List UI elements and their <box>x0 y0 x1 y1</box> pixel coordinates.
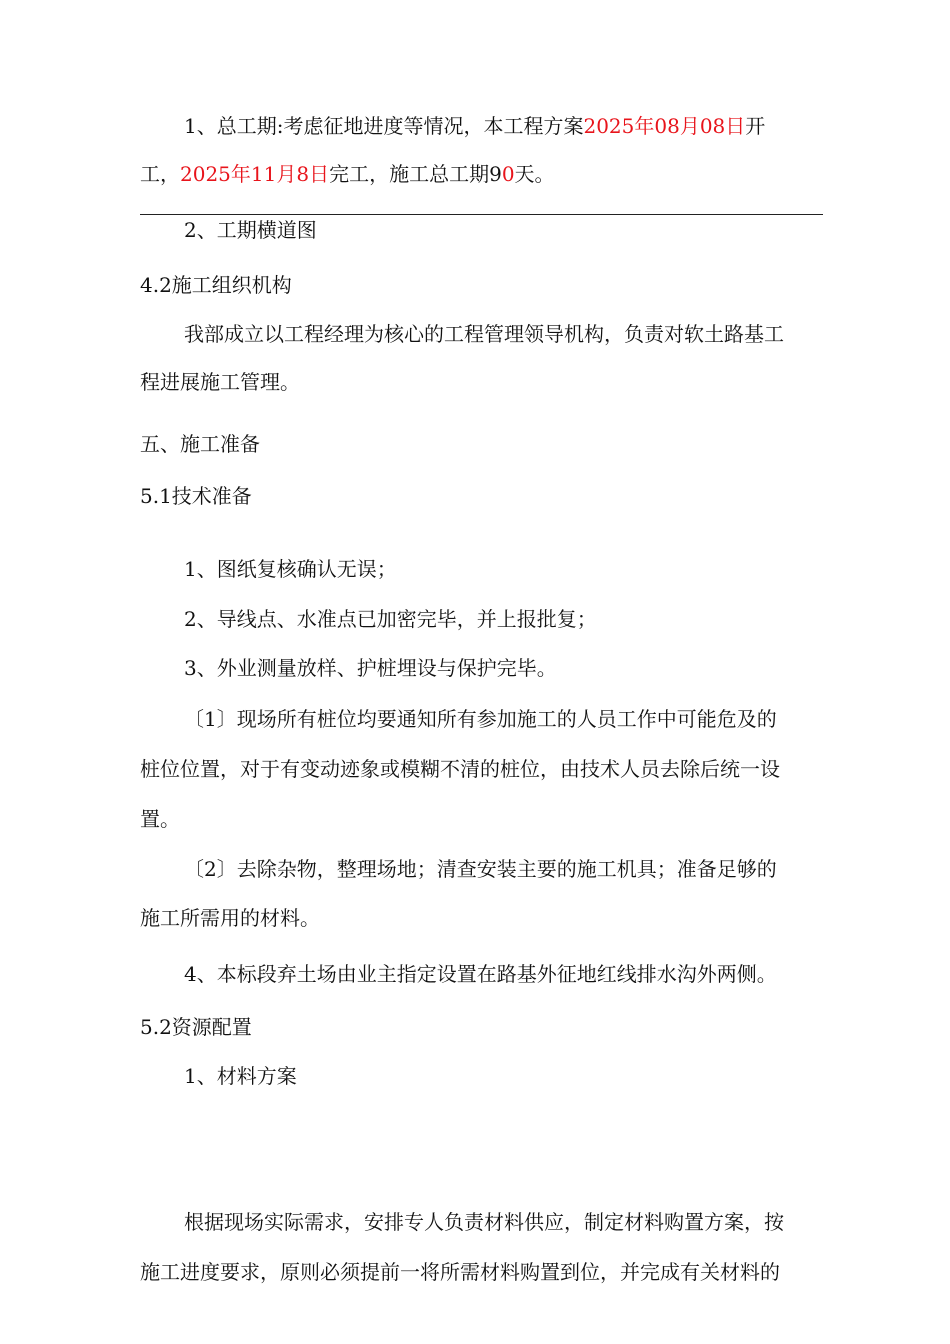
tech-item-4: 4、本标段弃土场由业主指定设置在路基外征地红线排水沟外两侧。 <box>184 962 777 986</box>
section-5-2-heading: 5.2资源配置 <box>140 1015 252 1039</box>
start-date: 2025年08月08日 <box>583 114 746 138</box>
materials-paragraph-line-1: 根据现场实际需求，安排专人负责材料供应，制定材料购置方案，按 <box>184 1210 784 1234</box>
schedule-text-end: 开 <box>745 114 766 138</box>
sub-item-2-line-1: 〔2〕去除杂物，整理场地；清查安装主要的施工机具；准备足够的 <box>184 857 777 881</box>
schedule-text-end: 天。 <box>514 162 555 186</box>
sub-item-2-line-2: 施工所需用的材料。 <box>140 906 320 930</box>
tech-item-3: 3、外业测量放样、护桩埋设与保护完毕。 <box>184 656 557 680</box>
materials-paragraph-line-2: 施工进度要求，原则必须提前一将所需材料购置到位，并完成有关材料的 <box>140 1260 780 1284</box>
schedule-text: 1、总工期:考虑征地进度等情况，本工程方案 <box>184 114 584 138</box>
tech-item-1: 1、图纸复核确认无误； <box>184 557 397 581</box>
schedule-text: 完工，施工总工期9 <box>329 162 502 186</box>
sub-item-1-line-2: 桩位位置，对于有变动迹象或模糊不清的桩位，由技术人员去除后统一设 <box>140 757 780 781</box>
end-date: 2025年11月8日 <box>180 162 330 186</box>
materials-plan-heading: 1、材料方案 <box>184 1064 297 1088</box>
sub-item-1-line-1: 〔1〕现场所有桩位均要通知所有参加施工的人员工作中可能危及的 <box>184 707 777 731</box>
organization-paragraph-line-2: 程进展施工管理。 <box>140 370 300 394</box>
duration-digit: 0 <box>501 162 515 186</box>
section-5-1-heading: 5.1技术准备 <box>140 484 252 508</box>
horizontal-rule <box>140 214 823 215</box>
schedule-text: 工， <box>140 162 180 186</box>
tech-item-2: 2、导线点、水准点已加密完毕，并上报批复； <box>184 607 597 631</box>
schedule-paragraph-line-1 <box>184 112 823 140</box>
schedule-paragraph-line-2 <box>140 160 823 188</box>
section-4-2-heading: 4.2施工组织机构 <box>140 273 292 297</box>
gantt-heading: 2、工期横道图 <box>184 218 317 242</box>
sub-item-1-line-3: 置。 <box>140 807 180 831</box>
section-5-heading: 五、施工准备 <box>140 432 260 456</box>
organization-paragraph-line-1: 我部成立以工程经理为核心的工程管理领导机构，负责对软土路基工 <box>184 322 784 346</box>
